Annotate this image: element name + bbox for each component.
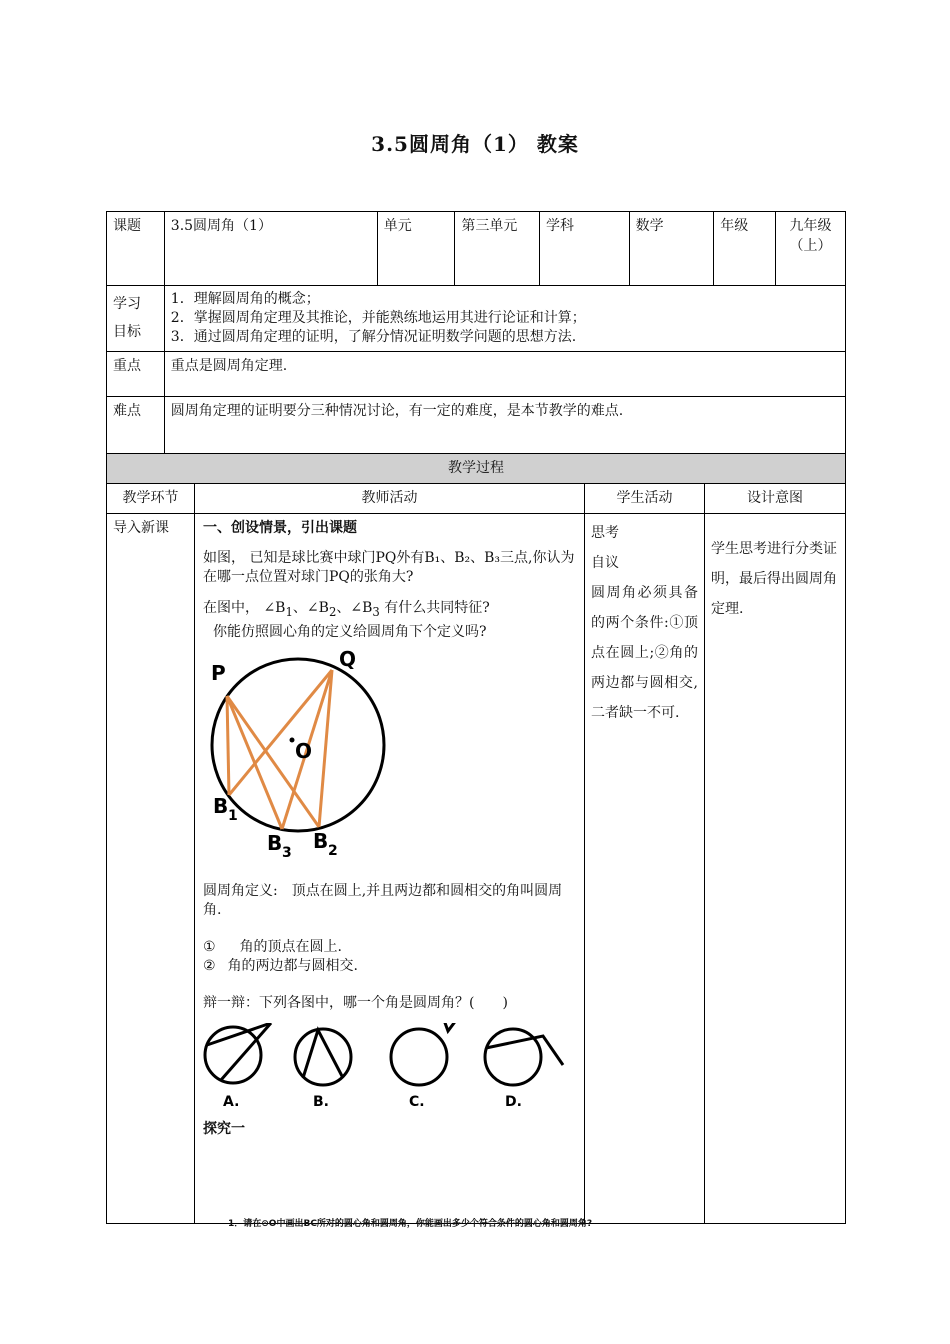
label-b1: B — [213, 793, 229, 818]
value-key: 重点是圆周角定理. — [164, 352, 845, 397]
sep-2: 、 — [336, 600, 351, 616]
value-goals — [164, 286, 845, 352]
angle-b1-sub: 1 — [285, 604, 293, 619]
student-cell — [585, 514, 705, 1224]
angle-b3 — [350, 600, 380, 619]
value-grade-line1: 九年级 — [789, 218, 832, 234]
goal-angle-figure — [203, 648, 423, 868]
value-grade — [776, 212, 846, 286]
process-table — [106, 453, 846, 1224]
condition-2-mark: ② — [203, 957, 216, 974]
label-topic: 课题 — [107, 212, 165, 286]
label-goals-line2: 目标 — [113, 324, 141, 340]
angle-b1 — [263, 600, 293, 619]
question-feature — [203, 598, 576, 622]
label-o: O — [295, 738, 313, 763]
label-subject: 学科 — [540, 212, 630, 286]
process-header-row — [107, 484, 846, 514]
header-stage: 教学环节 — [107, 484, 195, 514]
lesson-info-table — [106, 211, 846, 456]
condition-1-mark: ① — [203, 938, 216, 955]
process-title: 教学过程 — [107, 454, 846, 484]
label-goals-line1: 学习 — [113, 296, 141, 312]
line-p-b1 — [227, 696, 229, 795]
header-teacher: 教师活动 — [195, 484, 585, 514]
label-grade: 年级 — [714, 212, 776, 286]
header-student: 学生活动 — [585, 484, 705, 514]
line-q-b1 — [229, 670, 332, 795]
goal-2: 2．掌握圆周角定理及其推论，并能熟练地运用其进行论证和计算； — [170, 310, 586, 326]
label-b2-sub: 2 — [328, 842, 338, 859]
question-feature-pre: 在图中， — [203, 600, 259, 616]
angle-b2 — [306, 600, 337, 619]
option-d-angle — [486, 1036, 563, 1065]
student-discuss: 自议 — [591, 555, 619, 571]
section-heading: 一、创设情景，引出课题 — [203, 520, 357, 536]
process-row-intro — [107, 514, 846, 1224]
header-intent: 设计意图 — [705, 484, 846, 514]
teacher-cell — [195, 514, 585, 1224]
option-a-label: A. — [223, 1093, 240, 1110]
value-topic: 3.5圆周角（1） — [164, 212, 377, 286]
label-b3: B — [267, 830, 283, 855]
option-c-label: C. — [409, 1093, 425, 1110]
sep-1: 、 — [292, 600, 307, 616]
intent-cell: 学生思考进行分类证明，最后得出圆周角定理. — [705, 514, 846, 1224]
stage-cell: 导入新课 — [107, 514, 195, 1224]
info-row-difficulty — [107, 397, 846, 456]
page-title: 3.5圆周角（1） 教案 — [371, 132, 579, 156]
info-row-basic — [107, 212, 846, 286]
option-c-angle — [437, 1023, 463, 1031]
label-b2: B — [313, 828, 329, 853]
label-q: Q — [339, 647, 357, 671]
angle-b1-sym: ∠B — [263, 600, 286, 616]
angle-b3-sym: ∠B — [350, 600, 373, 616]
condition-1-text: 角的顶点在圆上. — [239, 938, 343, 955]
condition-1 — [203, 938, 576, 957]
goal-1: 1．理解圆周角的概念； — [170, 291, 320, 307]
choice-figures — [203, 1023, 573, 1113]
condition-2 — [203, 957, 576, 976]
angle-b2-sub: 2 — [328, 604, 337, 619]
value-unit: 第三单元 — [455, 212, 540, 286]
explore-task-text: 1．请在⊙O中画出BC所对的圆心角和圆周角，你能画出多少个符合条件的圆心角和圆周角? — [228, 1219, 593, 1229]
figure-lines — [227, 670, 332, 829]
option-c-circle — [391, 1029, 447, 1085]
angle-b2-sym: ∠B — [306, 600, 329, 616]
option-b-label: B. — [313, 1093, 329, 1110]
option-d-label: D. — [505, 1093, 522, 1110]
angle-b3-sub: 3 — [372, 604, 380, 619]
label-key: 重点 — [107, 352, 165, 397]
value-subject: 数学 — [629, 212, 714, 286]
definition-text: 圆周角定义: 顶点在圆上,并且两边都和圆相交的角叫圆周角. — [203, 882, 563, 918]
label-b1-sub: 1 — [228, 807, 238, 824]
student-think: 思考 — [591, 525, 619, 541]
question-define: 你能仿照圆心角的定义给圆周角下个定义吗? — [213, 623, 487, 640]
student-conditions: 圆周角必须具备的两个条件:①顶点在圆上;②角的两边都与圆相交,二者缺一不可. — [591, 585, 698, 721]
value-grade-line2: （上） — [789, 238, 832, 254]
value-difficulty: 圆周角定理的证明要分三种情况讨论，有一定的难度，是本节教学的难点. — [164, 397, 845, 456]
label-goals — [107, 286, 165, 352]
label-unit: 单元 — [377, 212, 455, 286]
condition-2-text: 角的两边都与圆相交. — [227, 957, 359, 974]
goal-3: 3．通过圆周角定理的证明，了解分情况证明数学问题的思想方法. — [170, 329, 577, 345]
debate-question: 辩一辩：下列各图中，哪一个角是圆周角？( ) — [203, 994, 508, 1011]
label-difficulty: 难点 — [107, 397, 165, 456]
question-feature-post: 有什么共同特征? — [384, 600, 490, 616]
explore-heading: 探究一 — [203, 1120, 245, 1137]
info-row-goals — [107, 286, 846, 352]
info-row-key — [107, 352, 846, 397]
process-title-row — [107, 454, 846, 484]
option-b-angle — [303, 1030, 343, 1078]
scenario-text: 如图， 已知是球比赛中球门PQ外有B₁、B₂、B₃三点,你认为在哪一点位置对球门PQ的张角大? — [203, 550, 575, 585]
label-b3-sub: 3 — [282, 844, 292, 861]
center-dot — [290, 737, 295, 742]
label-p: P — [211, 660, 226, 685]
